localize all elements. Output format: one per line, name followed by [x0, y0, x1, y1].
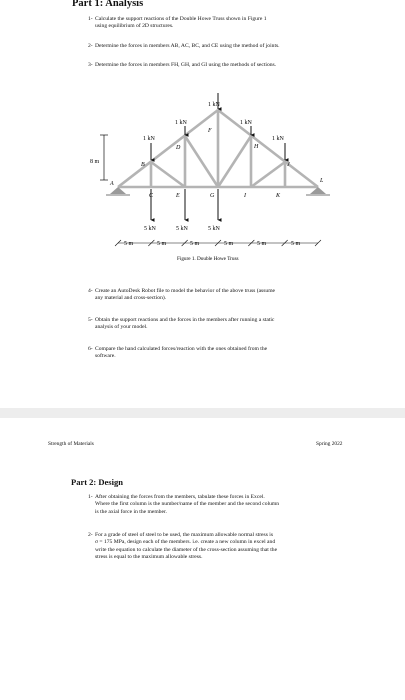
load-bottom-e: 5 kN: [176, 226, 188, 232]
part2-item-2: 2- For a grade of steel of steel to be used, the maximum allowable normal stress is σ = 175 MPa, design each of the members. i.e. create a new column in excel and write the equation to calculate the diameter of the cross-section assuming that the stress is equal to the maximum allowable stress.: [88, 532, 278, 561]
load-upper-right: 1 kN: [240, 120, 252, 126]
part1-heading: Part 1: Analysis: [72, 0, 144, 9]
part1-item-4: 4- Create an AutoDesk Robot file to model the behavior of the above truss (assume any material and cross-section).: [88, 288, 276, 302]
part1-item-2: 2- Determine the forces in members AB, AC, BC, and CE using the method of joints.: [88, 43, 280, 49]
part1-item-6: 6- Compare the hand calculated forces/reaction with the ones obtained from the software.: [88, 346, 268, 360]
figure-caption: Figure 1. Double Howe Truss: [177, 256, 239, 262]
joint-label-h: H: [254, 144, 259, 150]
joint-label-j: J: [287, 162, 290, 168]
truss-members: [118, 110, 318, 187]
load-upper-left: 1 kN: [175, 120, 187, 126]
load-bottom-c: 5 kN: [144, 226, 156, 232]
truss-figure: [0, 90, 405, 275]
joint-label-e: E: [176, 193, 180, 199]
spacing-dimension: [115, 240, 321, 247]
part2-item-1: 1- After obtaining the forces from the members, tabulate these forces in Excel. Where the first column is the number/name of the member and the second column is the axial force in the member.: [88, 494, 280, 515]
spacing-label-2: 5 m: [157, 241, 167, 247]
joint-label-d: D: [176, 145, 181, 151]
load-side-right: 1 kN: [272, 136, 284, 142]
spacing-label-1: 5 m: [124, 241, 134, 247]
height-label: 8 m: [90, 159, 100, 165]
spacing-label-5: 5 m: [257, 241, 267, 247]
spacing-label-6: 5 m: [291, 241, 301, 247]
header-left: Strength of Materials: [48, 441, 94, 447]
part1-item-5: 5- Obtain the support reactions and the forces in the members after running a static analysis of your model.: [88, 317, 275, 331]
part2-heading: Part 2: Design: [71, 477, 123, 487]
joint-label-l: L: [320, 178, 324, 184]
joint-label-f: F: [208, 128, 212, 134]
joint-label-c: C: [149, 193, 154, 199]
spacing-label-4: 5 m: [224, 241, 234, 247]
joint-label-b: B: [141, 162, 145, 168]
joint-label-i: I: [244, 193, 246, 199]
spacing-label-3: 5 m: [190, 241, 200, 247]
joint-label-g: G: [210, 193, 215, 199]
part1-item-3: 3- Determine the forces in members FH, GH, and GI using the methods of sections.: [88, 62, 277, 68]
part1-item-1: 1- Calculate the support reactions of the Double Howe Truss shown in Figure 1 using equilibrium of 2D structures.: [88, 16, 267, 30]
height-dimension: [90, 135, 108, 180]
load-side-left: 1 kN: [143, 136, 155, 142]
load-bottom-g: 5 kN: [208, 226, 220, 232]
header-right: Spring 2022: [316, 441, 343, 447]
load-top: 1 kN: [208, 102, 220, 108]
joint-labels: [109, 128, 324, 199]
joint-label-k: K: [276, 193, 281, 199]
joint-label-a: A: [110, 181, 114, 187]
page-2: [0, 418, 405, 700]
